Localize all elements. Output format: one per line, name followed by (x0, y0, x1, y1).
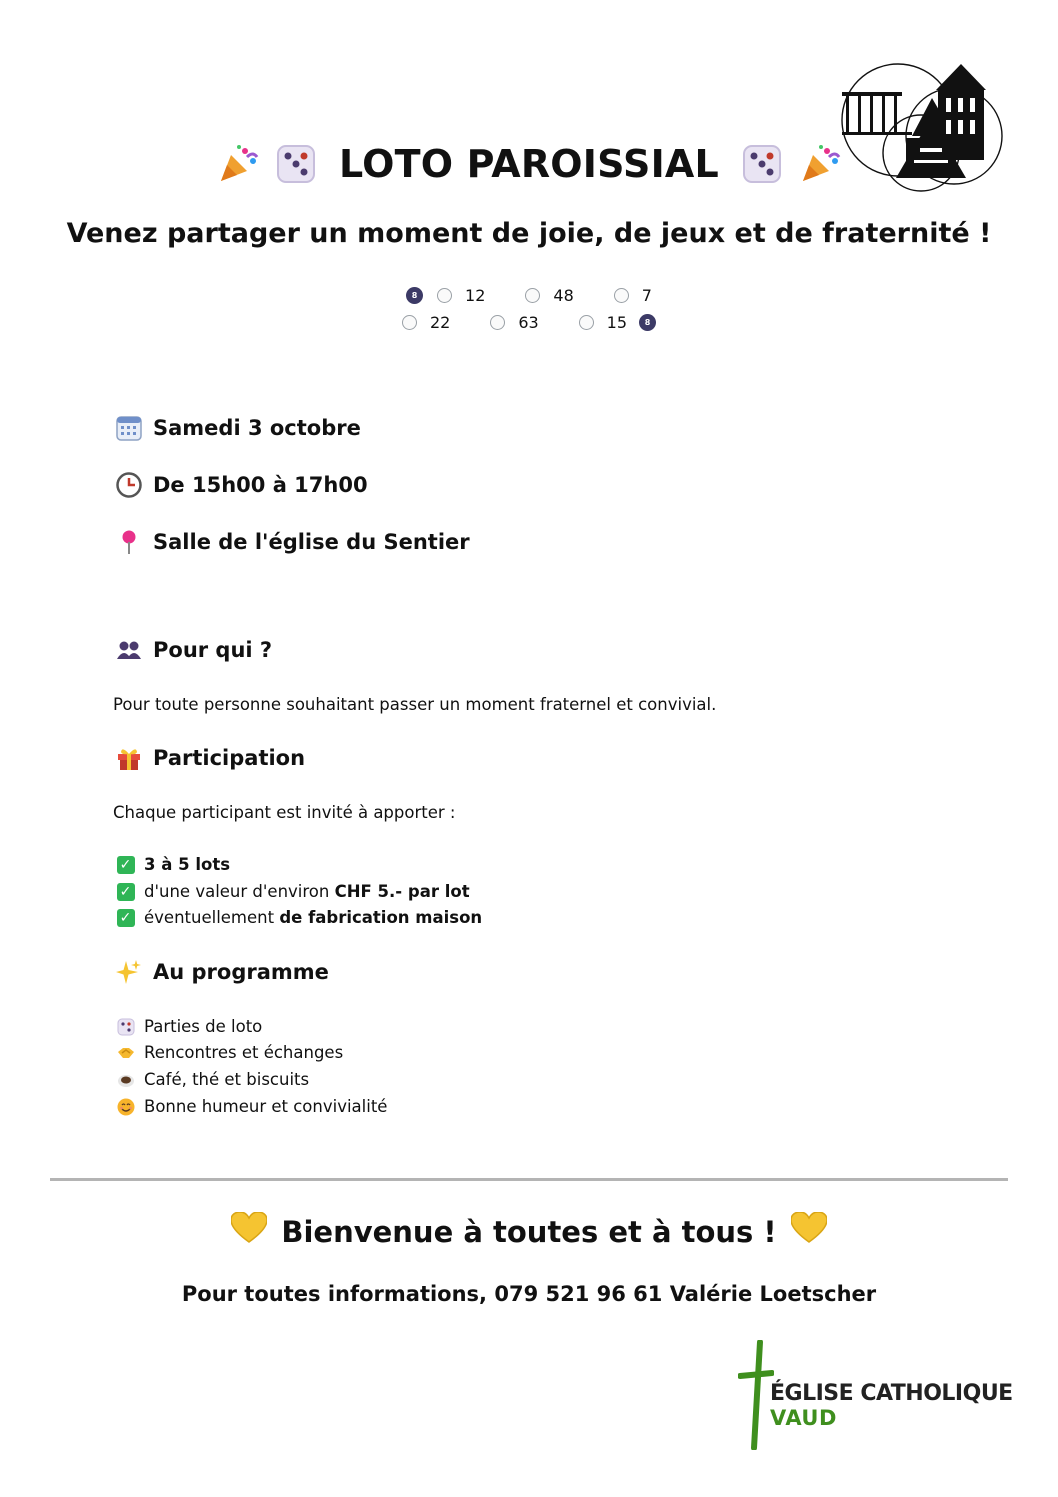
logo-line-1: ÉGLISE CATHOLIQUE (770, 1381, 1013, 1406)
event-place-text: Salle de l'église du Sentier (153, 530, 470, 554)
coffee-icon (116, 1070, 135, 1089)
list-item (116, 1097, 387, 1116)
balls-row-2 (0, 313, 1058, 332)
ball-icon (614, 288, 629, 303)
ball-number: 7 (641, 286, 652, 305)
ball-item (437, 286, 485, 305)
people-icon (116, 637, 142, 663)
sparkles-icon (116, 959, 142, 985)
yellow-heart-icon (791, 1212, 827, 1251)
title-row (0, 136, 1058, 192)
program-heading-text: Au programme (153, 960, 329, 984)
dark-ball-icon: 8 (406, 287, 423, 304)
lots-count: 3 à 5 lots (144, 855, 231, 874)
participation-heading-text: Participation (153, 746, 306, 770)
cross-icon (738, 1340, 774, 1450)
program-item-text: Bonne humeur et convivialité (144, 1097, 388, 1116)
list-item (116, 1043, 343, 1062)
lot-value: CHF 5.- par lot (334, 882, 470, 901)
program-item-text: Café, thé et biscuits (144, 1070, 310, 1089)
ball-icon (437, 288, 452, 303)
participation-intro: Chaque participant est invité à apporter : (113, 803, 456, 822)
check-icon: ✓ (116, 908, 135, 927)
audience-heading (116, 637, 272, 663)
ball-icon (525, 288, 540, 303)
list-item-text: d'une valeur d'environ (144, 882, 335, 901)
homemade-text: de fabrication maison (279, 908, 483, 927)
ball-icon (490, 315, 505, 330)
party-popper-icon (217, 143, 259, 185)
page-title: LOTO PAROISSIAL (339, 142, 719, 186)
dice-icon (275, 143, 317, 185)
welcome-banner (0, 1212, 1058, 1251)
event-place (116, 529, 470, 555)
dice-icon (741, 143, 783, 185)
ball-item (525, 286, 573, 305)
ball-icon (579, 315, 594, 330)
ball-item (579, 313, 627, 332)
list-item (116, 1070, 309, 1089)
event-date-text: Samedi 3 octobre (153, 416, 361, 440)
ball-number: 63 (518, 313, 539, 332)
balls-row-1 (0, 286, 1058, 305)
yellow-heart-icon (231, 1212, 267, 1251)
check-icon: ✓ (116, 882, 135, 901)
program-item-text: Rencontres et échanges (144, 1043, 344, 1062)
ball-number: 15 (606, 313, 628, 332)
pin-icon (116, 529, 142, 555)
ball-icon (402, 315, 417, 330)
program-item-text: Parties de loto (144, 1017, 263, 1036)
event-time-text: De 15h00 à 17h00 (153, 473, 368, 497)
ball-number: 48 (553, 286, 574, 305)
ball-number: 22 (429, 313, 451, 332)
smiling-face-icon (116, 1097, 135, 1116)
logo-line-2: VAUD (770, 1406, 837, 1430)
clock-icon (116, 472, 142, 498)
list-item (116, 908, 482, 927)
list-item (116, 855, 230, 874)
list-item-text: éventuellement (144, 908, 280, 927)
check-icon: ✓ (116, 855, 135, 874)
ball-number: 12 (465, 286, 486, 305)
event-time (116, 472, 368, 498)
audience-text: Pour toute personne souhaitant passer un moment fraternel et convivial. (113, 695, 717, 714)
list-item (116, 882, 470, 901)
dark-ball-icon: 8 (639, 314, 656, 331)
party-popper-icon (799, 143, 841, 185)
ball-item (402, 313, 450, 332)
subtitle: Venez partager un moment de joie, de jeux et de fraternité ! (66, 218, 992, 249)
event-date (116, 415, 361, 441)
ball-item (614, 286, 652, 305)
eglise-catholique-logo (738, 1340, 1013, 1450)
welcome-text: Bienvenue à toutes et à tous ! (281, 1214, 777, 1249)
ball-item (490, 313, 538, 332)
calendar-icon (116, 415, 142, 441)
contact-info: Pour toutes informations, 079 521 96 61 Valérie Loetscher (181, 1282, 877, 1306)
audience-heading-text: Pour qui ? (153, 638, 273, 662)
divider (50, 1178, 1008, 1181)
participation-heading (116, 745, 305, 771)
handshake-icon (116, 1043, 135, 1062)
dice-icon (116, 1017, 135, 1036)
program-heading (116, 959, 329, 985)
gift-icon (116, 745, 142, 771)
list-item (116, 1017, 262, 1036)
